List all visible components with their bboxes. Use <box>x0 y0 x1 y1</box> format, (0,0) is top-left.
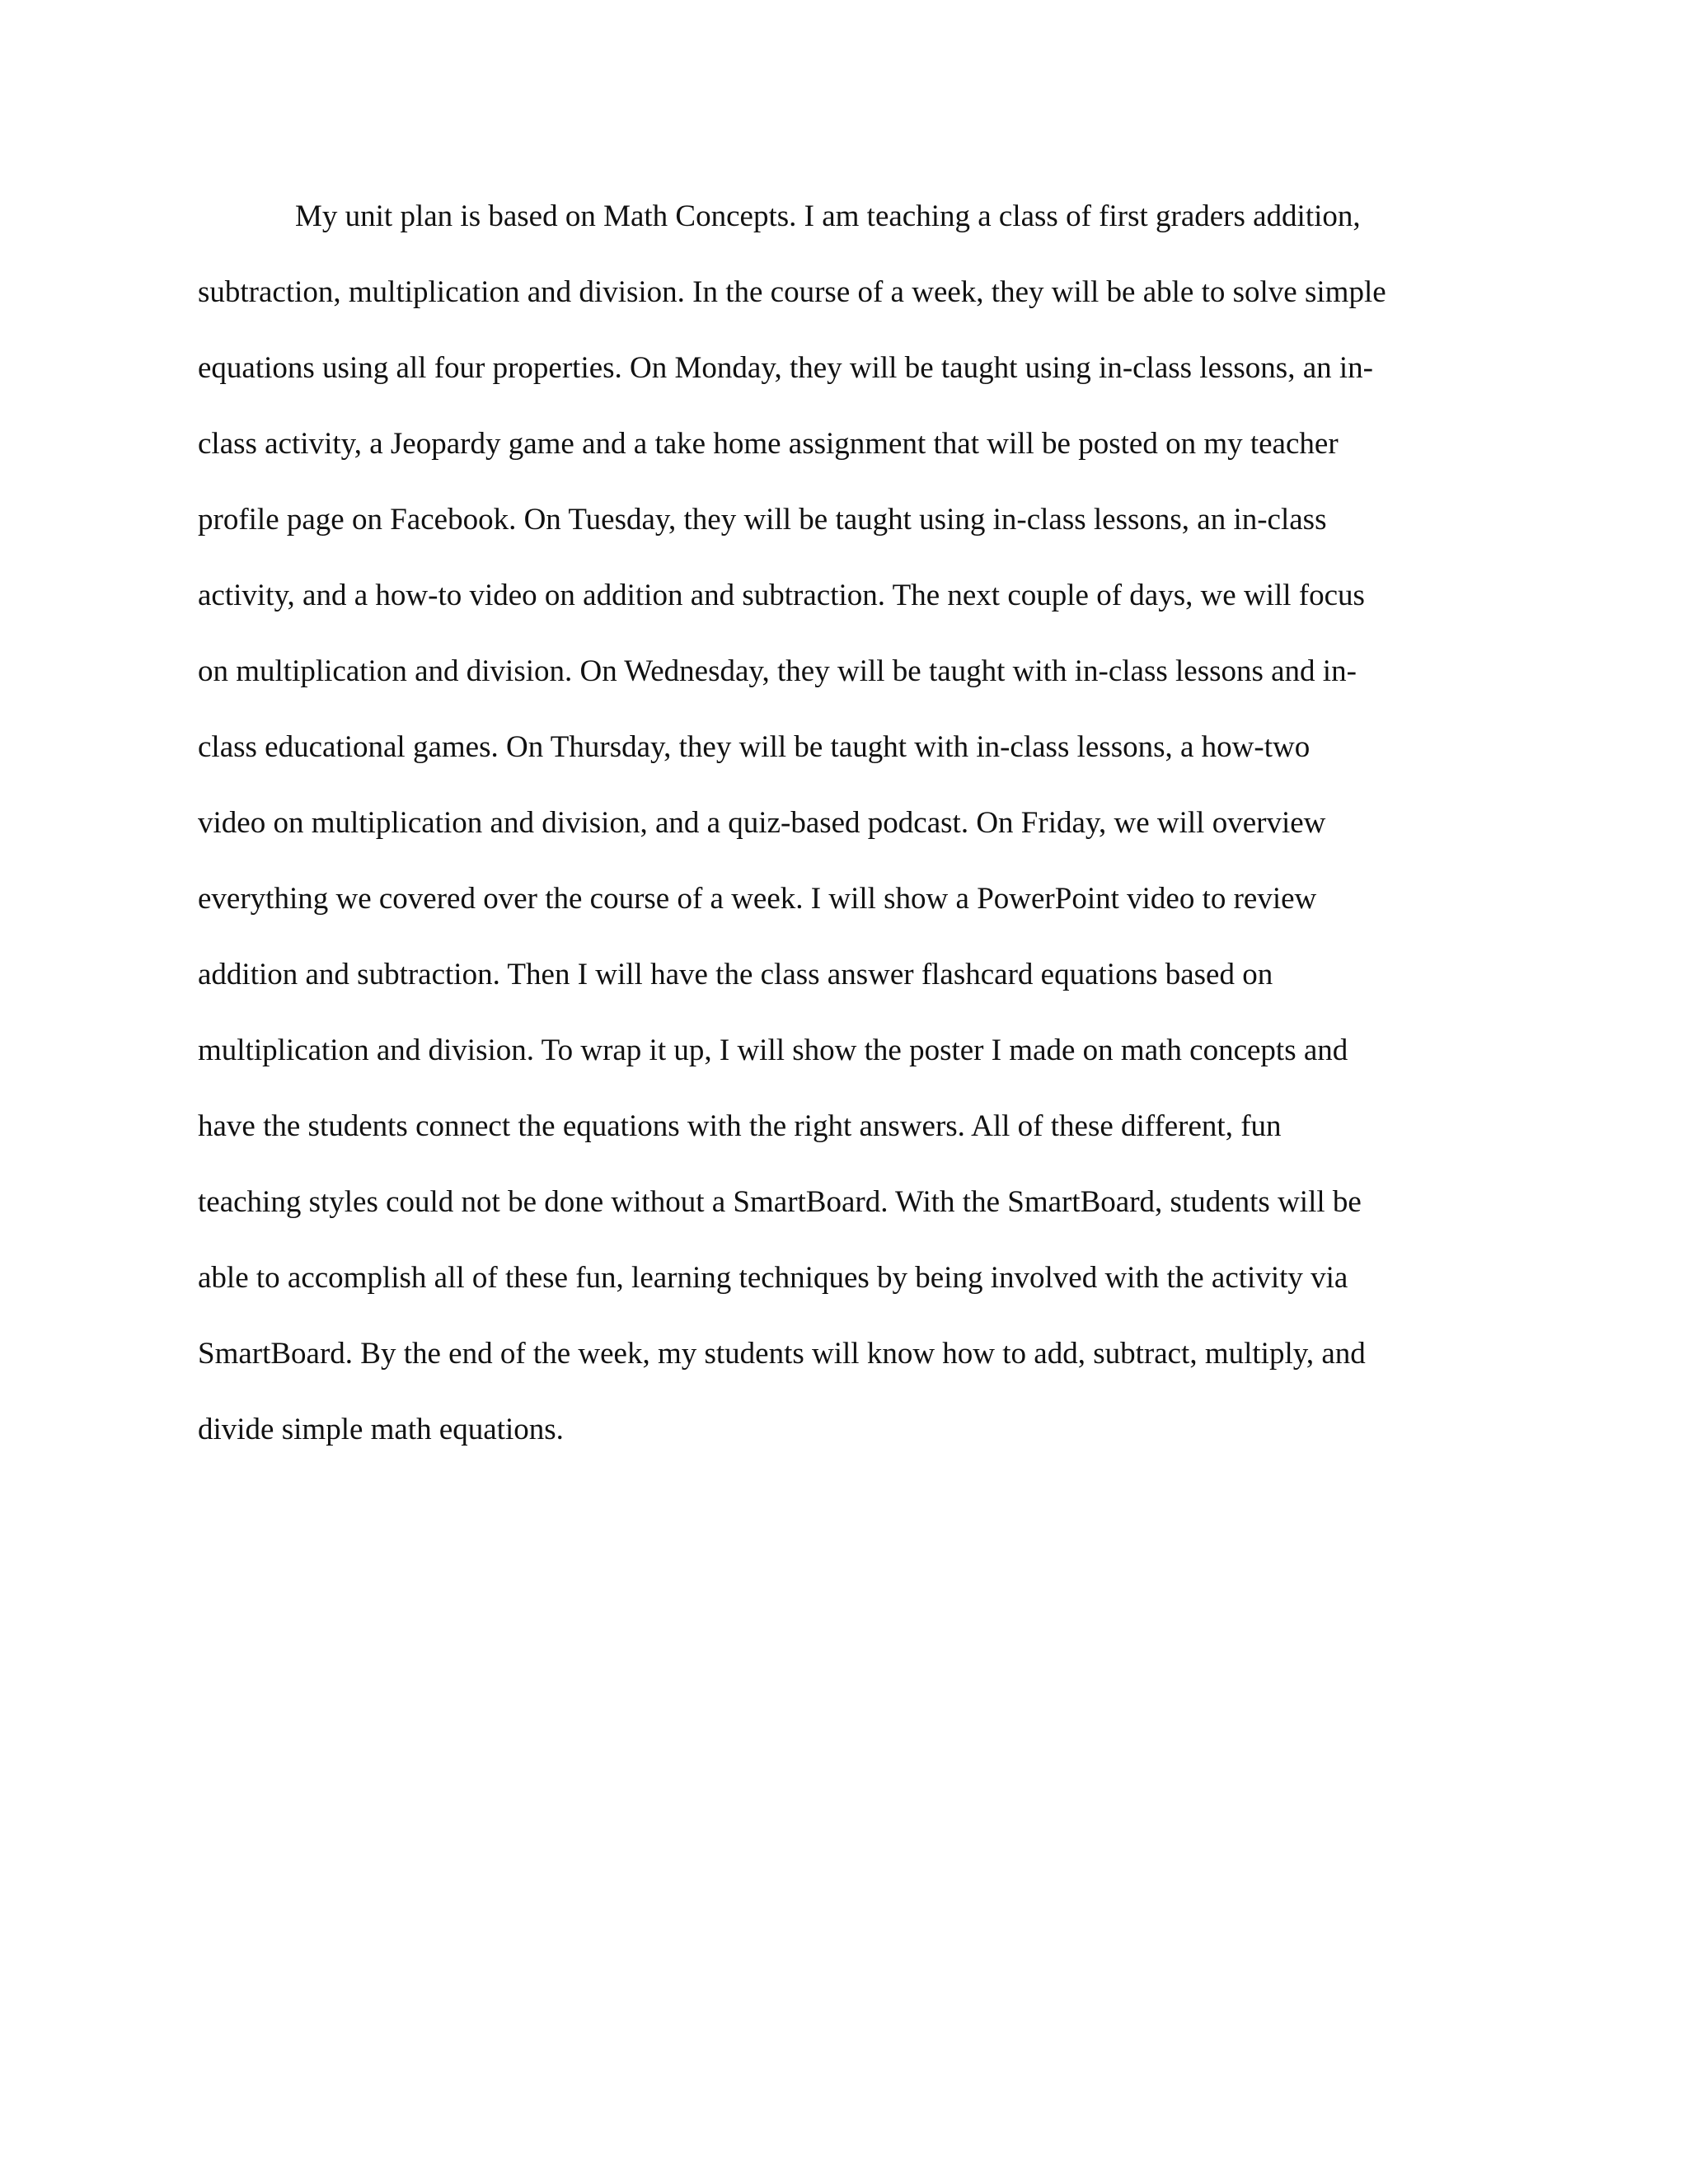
paragraph-line: class educational games. On Thursday, they will be taught with in-class lessons, a how-two <box>198 730 1311 764</box>
unit-plan-paragraph <box>198 198 1500 1487</box>
paragraph-line: on multiplication and division. On Wednesday, they will be taught with in-class lessons and in- <box>198 654 1357 688</box>
paragraph-line: able to accomplish all of these fun, learning techniques by being involved with the activity via <box>198 1261 1348 1295</box>
paragraph-line: divide simple math equations. <box>198 1413 564 1446</box>
paragraph-line: SmartBoard. By the end of the week, my students will know how to add, subtract, multiply, and <box>198 1337 1366 1371</box>
paragraph-line: subtraction, multiplication and division. In the course of a week, they will be able to solve simple <box>198 275 1386 309</box>
paragraph-line: My unit plan is based on Math Concepts. I am teaching a class of first graders addition, <box>295 199 1361 233</box>
paragraph-line: profile page on Facebook. On Tuesday, they will be taught using in-class lessons, an in-class <box>198 503 1327 537</box>
paragraph-line: teaching styles could not be done without a SmartBoard. With the SmartBoard, students will be <box>198 1185 1362 1219</box>
paragraph-line: activity, and a how-to video on addition and subtraction. The next couple of days, we will focus <box>198 579 1365 612</box>
paragraph-line: multiplication and division. To wrap it up, I will show the poster I made on math concepts and <box>198 1033 1348 1067</box>
paragraph-line: everything we covered over the course of a week. I will show a PowerPoint video to review <box>198 882 1317 916</box>
paragraph-line: video on multiplication and division, and a quiz-based podcast. On Friday, we will overview <box>198 806 1326 840</box>
paragraph-line: class activity, a Jeopardy game and a take home assignment that will be posted on my teacher <box>198 427 1339 461</box>
paragraph-line: equations using all four properties. On Monday, they will be taught using in-class lessons, an in- <box>198 351 1373 385</box>
paragraph-line: addition and subtraction. Then I will have the class answer flashcard equations based on <box>198 958 1273 991</box>
paragraph-line: have the students connect the equations with the right answers. All of these different, fun <box>198 1109 1282 1143</box>
